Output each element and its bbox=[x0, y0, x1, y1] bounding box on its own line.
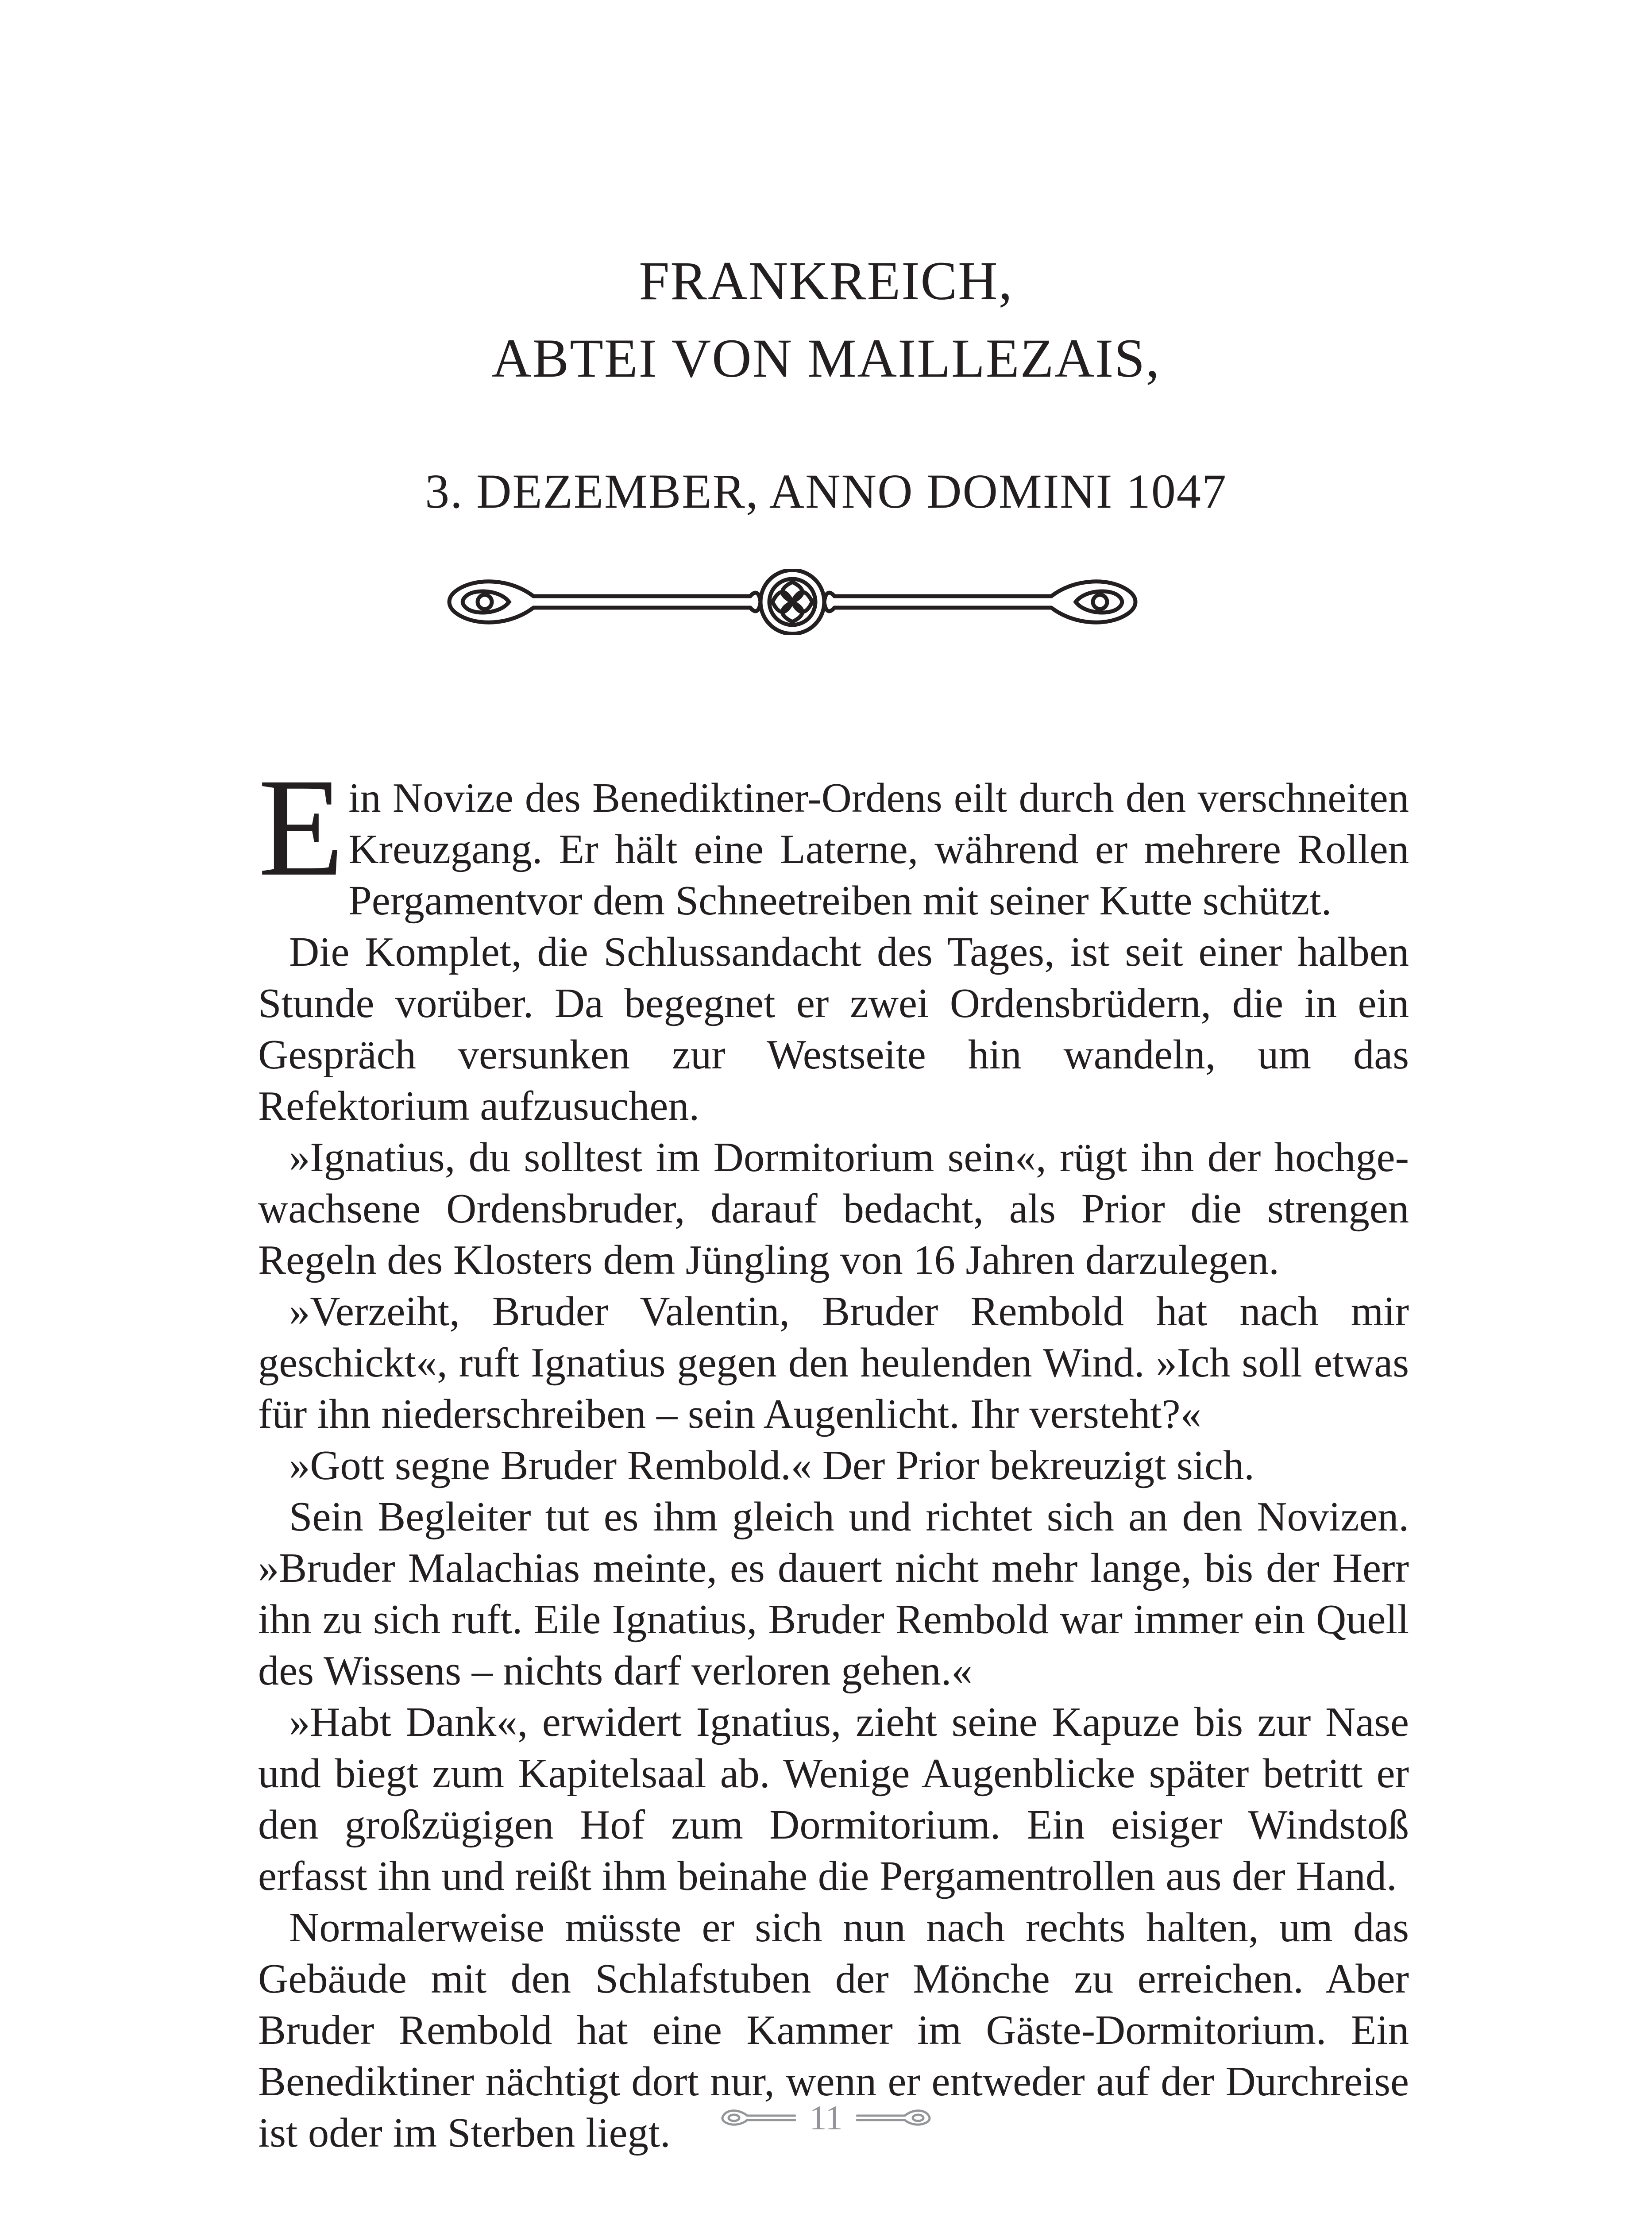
paragraph-3: »Ignatius, du solltest im Dormitorium sein«, rügt ihn der hochgewachsene Ordensbruder, darauf bedacht, als Prior die strengen Regeln des Klosters dem Jüngling von 16 Jahren darzulegen. bbox=[258, 1134, 1409, 1283]
drop-cap: E bbox=[258, 749, 344, 905]
scroll-divider-icon bbox=[443, 569, 1142, 635]
paragraph-2: Die Komplet, die Schlussandacht des Tages, ist seit einer halben Stunde vorüber. Da begegnet er zwei Ordensbrüdern, die in ein Gespräch versunken zur Westseite hin wandeln, um das Refektorium aufzusuchen. bbox=[258, 929, 1409, 1129]
scroll-flourish-right-icon bbox=[856, 2107, 931, 2129]
paragraph-8: Normalerweise müsste er sich nun nach rechts halten, um das Gebäude mit den Schlafstuben der Mönche zu erreichen. Aber Bruder Rembold hat eine Kammer im Gäste-Dormitorium. Ein Benediktiner nächtigt dort nur, wenn er entweder auf der Durchreise ist oder im Sterben liegt. bbox=[258, 1905, 1409, 2156]
paragraph-5: »Gott segne Bruder Rembold.« Der Prior bekreuzigt sich. bbox=[289, 1442, 1254, 1488]
scroll-flourish-left-icon bbox=[721, 2107, 796, 2129]
paragraph-1-text: in Novize des Benediktiner-Ordens eilt durch den verschneiten Kreuzgang. Er hält eine Laterne, während er mehrere Rollen Pergamentvor dem Schneetreiben mit seiner Kutte schützt. bbox=[348, 775, 1409, 924]
page-footer bbox=[0, 2093, 1652, 2142]
chapter-heading-line-1: FRANKREICH, bbox=[639, 251, 1013, 311]
chapter-date: 3. DEZEMBER, ANNO DOMINI 1047 bbox=[425, 464, 1227, 518]
paragraph-4: »Verzeiht, Bruder Valentin, Bruder Rembold hat nach mir geschickt«, ruft Ignatius gegen den heulenden Wind. »Ich soll etwas für ihn niederschreiben – sein Augenlicht. Ihr versteht?« bbox=[258, 1288, 1409, 1437]
paragraph-7: »Habt Dank«, erwidert Ignatius, zieht seine Kapuze bis zur Nase und biegt zum Kapitelsaal ab. Wenige Augenblicke später betritt er den großzügigen Hof zum Dormitorium. Ein eisiger Windstoß erfasst ihn und reißt ihm beinahe die Pergamentrollen aus der Hand. bbox=[258, 1699, 1409, 1899]
paragraph-6: Sein Begleiter tut es ihm gleich und richtet sich an den Novizen. »Bruder Malachias meinte, es dauert nicht mehr lange, bis der Herr ihn zu sich ruft. Eile Ignatius, Bruder Rembold war immer ein Quell des Wissens – nichts darf verloren gehen.« bbox=[258, 1494, 1409, 1694]
page-number: 11 bbox=[809, 2098, 843, 2137]
body-text bbox=[258, 749, 1409, 2159]
chapter-heading-line-2: ABTEI VON MAILLEZAIS, bbox=[491, 328, 1161, 389]
paragraph-1 bbox=[258, 749, 1409, 926]
